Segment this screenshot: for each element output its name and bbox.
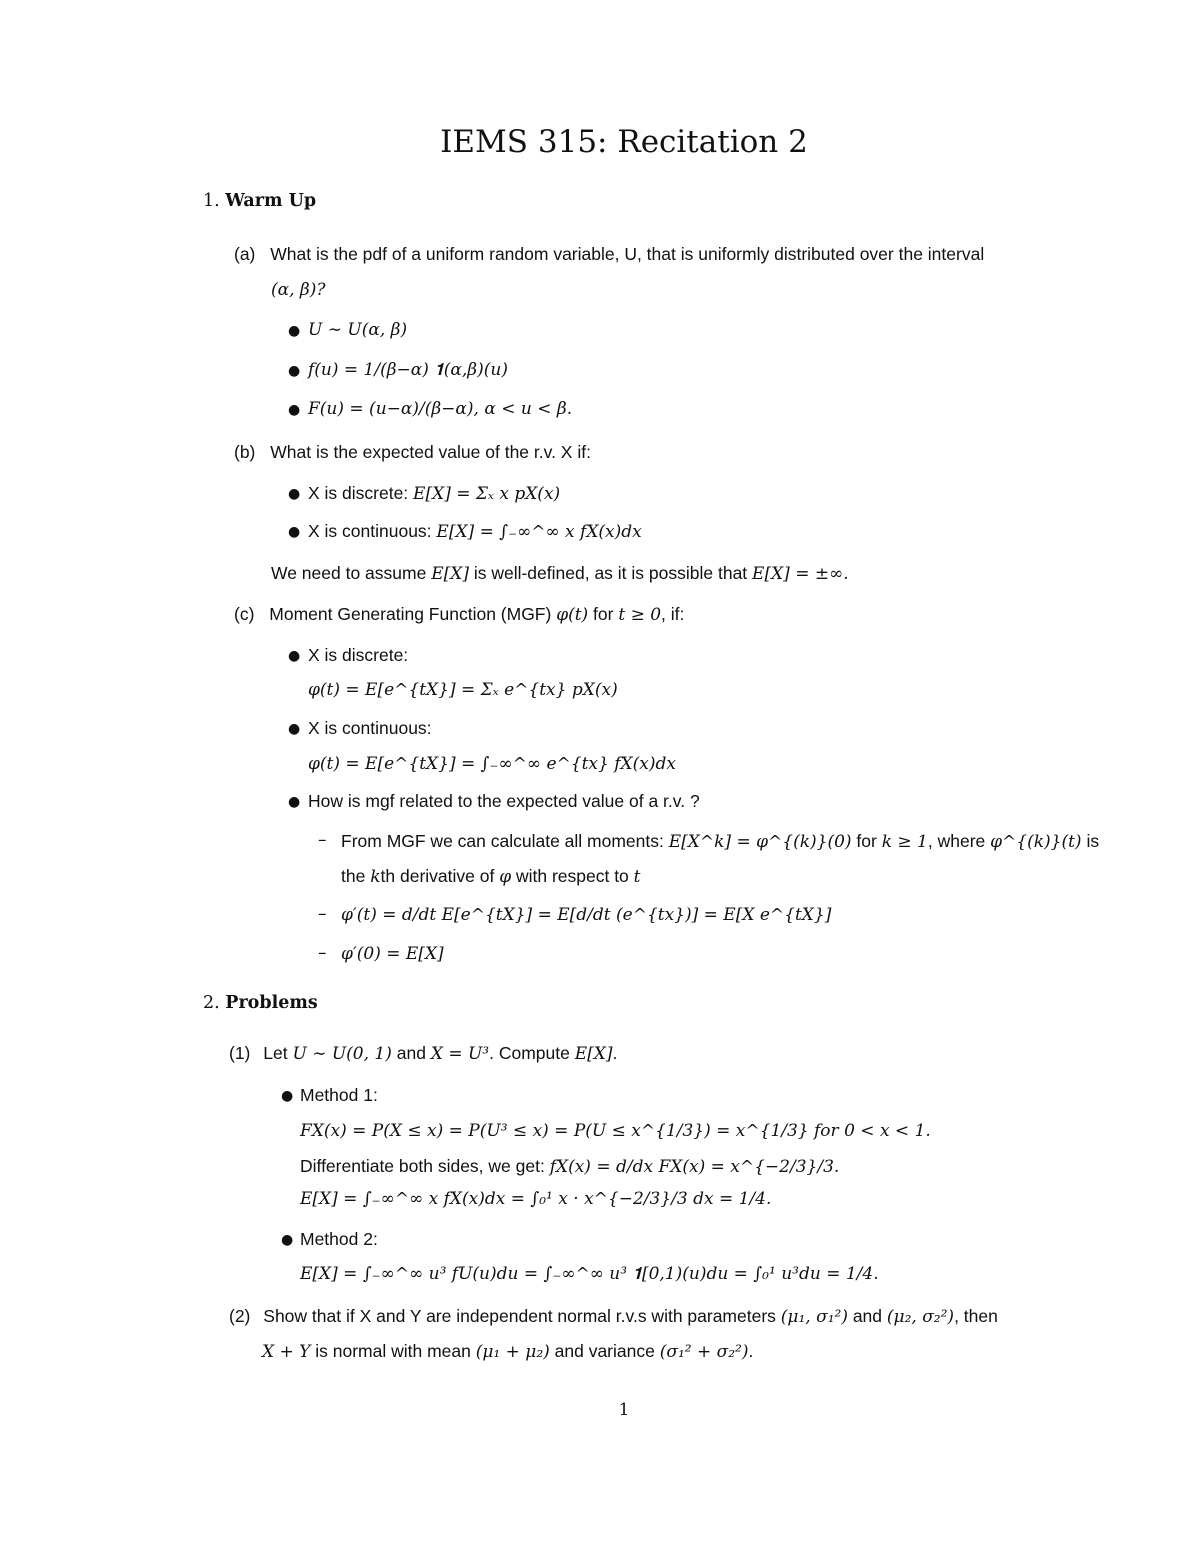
dash-math: E[X^k] = φ^{(k)}(0)	[668, 832, 852, 852]
item-b-line1	[234, 442, 591, 463]
item-text: .	[612, 1043, 618, 1063]
dash-text: , where	[927, 831, 991, 851]
item-text: and	[391, 1043, 431, 1063]
item-math: (σ₁² + σ₂²)	[659, 1342, 749, 1362]
item-math: t ≥ 0	[618, 605, 662, 625]
item-a-bullet-2: f(u) = 1/(β−α) 𝟏(α,β)(u)	[308, 360, 508, 380]
note-math: E[X] = ±∞.	[752, 564, 849, 584]
item-text: What is the pdf of a uniform random variable, U, that is uniformly distributed over the interval	[270, 244, 985, 264]
problem-2-line2	[262, 1341, 753, 1362]
item-a-line1	[234, 244, 984, 265]
dash-icon: –	[318, 830, 327, 850]
bullet-icon: ●	[288, 486, 301, 502]
dash-math: t	[633, 867, 641, 887]
item-math: φ(t)	[556, 605, 589, 625]
item-label: (c)	[234, 604, 255, 624]
dash-math: φ	[499, 867, 512, 887]
item-text: and variance	[549, 1341, 660, 1361]
dash-icon: –	[318, 943, 327, 963]
bullet-icon: ●	[288, 721, 301, 737]
item-text: and	[847, 1306, 887, 1326]
item-text: . Compute	[489, 1043, 575, 1063]
item-math: X = U³	[430, 1044, 490, 1064]
bullet-icon: ●	[288, 794, 301, 810]
dash-text: From MGF we can calculate all moments:	[341, 831, 669, 851]
section-title: Problems	[225, 993, 318, 1013]
item-b-bullet-2	[308, 521, 642, 542]
item-c-dash-3: φ′(0) = E[X]	[341, 944, 444, 964]
method-2-line1: E[X] = ∫₋∞^∞ u³ fU(u)du = ∫₋∞^∞ u³ 𝟏[0,1)(u)du = ∫₀¹ u³du = 1/4.	[300, 1264, 879, 1284]
item-c-bullet-1: X is discrete:	[308, 645, 409, 665]
bullet-icon: ●	[288, 648, 301, 664]
item-text: .	[748, 1341, 754, 1361]
note-text: We need to assume	[271, 563, 432, 583]
item-c-dash-2: φ′(t) = d/dt E[e^{tX}] = E[d/dt (e^{tx})] = E[X e^{tX}]	[341, 905, 832, 925]
item-text: Moment Generating Function (MGF)	[269, 604, 557, 624]
item-c-dash-1	[341, 831, 1099, 852]
item-label: (b)	[234, 442, 256, 462]
method-1-line2	[300, 1156, 839, 1177]
item-text: is normal with mean	[310, 1341, 476, 1361]
dash-text: is	[1081, 831, 1100, 851]
item-c-dash-1-cont	[341, 866, 641, 887]
item-a-bullet-3: F(u) = (u−α)/(β−α), α < u < β.	[308, 399, 573, 419]
method-text: Differentiate both sides, we get:	[300, 1156, 550, 1176]
section-1-heading	[203, 191, 316, 211]
item-text: , then	[954, 1306, 998, 1326]
dash-text: for	[851, 831, 882, 851]
item-math: X + Y	[262, 1342, 311, 1362]
item-math: (μ₂, σ₂²)	[886, 1307, 955, 1327]
item-c-bullet-2-math: φ(t) = E[e^{tX}] = ∫₋∞^∞ e^{tx} fX(x)dx	[308, 754, 676, 774]
dash-math: k ≥ 1	[881, 832, 928, 852]
note-text: is well-defined, as it is possible that	[468, 563, 753, 583]
item-text: Let	[263, 1043, 293, 1063]
bullet-icon: ●	[288, 363, 301, 379]
item-text: for	[588, 604, 619, 624]
problem-2-line1	[229, 1306, 998, 1327]
item-text: , if:	[661, 604, 685, 624]
dash-text: th derivative of	[380, 866, 500, 886]
section-title: Warm Up	[225, 191, 317, 211]
item-text: What is the expected value of the r.v. X if:	[270, 442, 591, 462]
page-title: IEMS 315: Recitation 2	[440, 124, 808, 160]
dash-text: the	[341, 866, 371, 886]
section-number: 1.	[203, 191, 220, 211]
bullet-icon: ●	[288, 323, 301, 339]
method-2-label: Method 2:	[300, 1229, 378, 1249]
dash-icon: –	[318, 904, 327, 924]
item-math: (μ₁ + μ₂)	[475, 1342, 550, 1362]
bullet-icon: ●	[281, 1232, 294, 1248]
note-math: E[X]	[431, 564, 469, 584]
item-b-note	[271, 563, 849, 584]
bullet-icon: ●	[288, 524, 301, 540]
page-number: 1	[618, 1400, 630, 1420]
method-math: fX(x) = d/dx FX(x) = x^{−2/3}/3.	[549, 1157, 840, 1177]
item-text: Show that if X and Y are independent normal r.v.s with parameters	[263, 1306, 781, 1326]
bullet-math: E[X] = ∫₋∞^∞ x fX(x)dx	[436, 522, 642, 542]
dash-math: k	[370, 867, 381, 887]
item-math: E[X]	[574, 1044, 613, 1064]
item-a-bullet-1: U ∼ U(α, β)	[308, 320, 408, 340]
item-c-bullet-3: How is mgf related to the expected value of a r.v. ?	[308, 791, 700, 811]
item-c-bullet-2: X is continuous:	[308, 718, 432, 738]
item-b-bullet-1	[308, 483, 560, 504]
dash-math: φ^{(k)}(t)	[990, 832, 1082, 852]
item-math: U ∼ U(0, 1)	[292, 1044, 392, 1064]
item-c-line1	[234, 604, 684, 625]
bullet-icon: ●	[281, 1088, 294, 1104]
problem-1-line1	[229, 1043, 617, 1064]
bullet-text: X is continuous:	[308, 521, 437, 541]
section-2-heading	[203, 993, 318, 1013]
item-label: (a)	[234, 244, 256, 264]
item-label: (1)	[229, 1043, 251, 1063]
item-a-line2: (α, β)?	[271, 280, 326, 300]
bullet-icon: ●	[288, 402, 301, 418]
dash-text: with respect to	[511, 866, 634, 886]
bullet-math: E[X] = Σₓ x pX(x)	[413, 484, 561, 504]
item-math: (μ₁, σ₁²)	[780, 1307, 848, 1327]
item-c-bullet-1-math: φ(t) = E[e^{tX}] = Σₓ e^{tx} pX(x)	[308, 680, 618, 700]
method-1-label: Method 1:	[300, 1085, 378, 1105]
method-1-line1: FX(x) = P(X ≤ x) = P(U³ ≤ x) = P(U ≤ x^{1/3}) = x^{1/3} for 0 < x < 1.	[300, 1121, 931, 1141]
item-label: (2)	[229, 1306, 251, 1326]
bullet-text: X is discrete:	[308, 483, 414, 503]
section-number: 2.	[203, 993, 220, 1013]
method-1-line3: E[X] = ∫₋∞^∞ x fX(x)dx = ∫₀¹ x · x^{−2/3}/3 dx = 1/4.	[300, 1189, 772, 1209]
